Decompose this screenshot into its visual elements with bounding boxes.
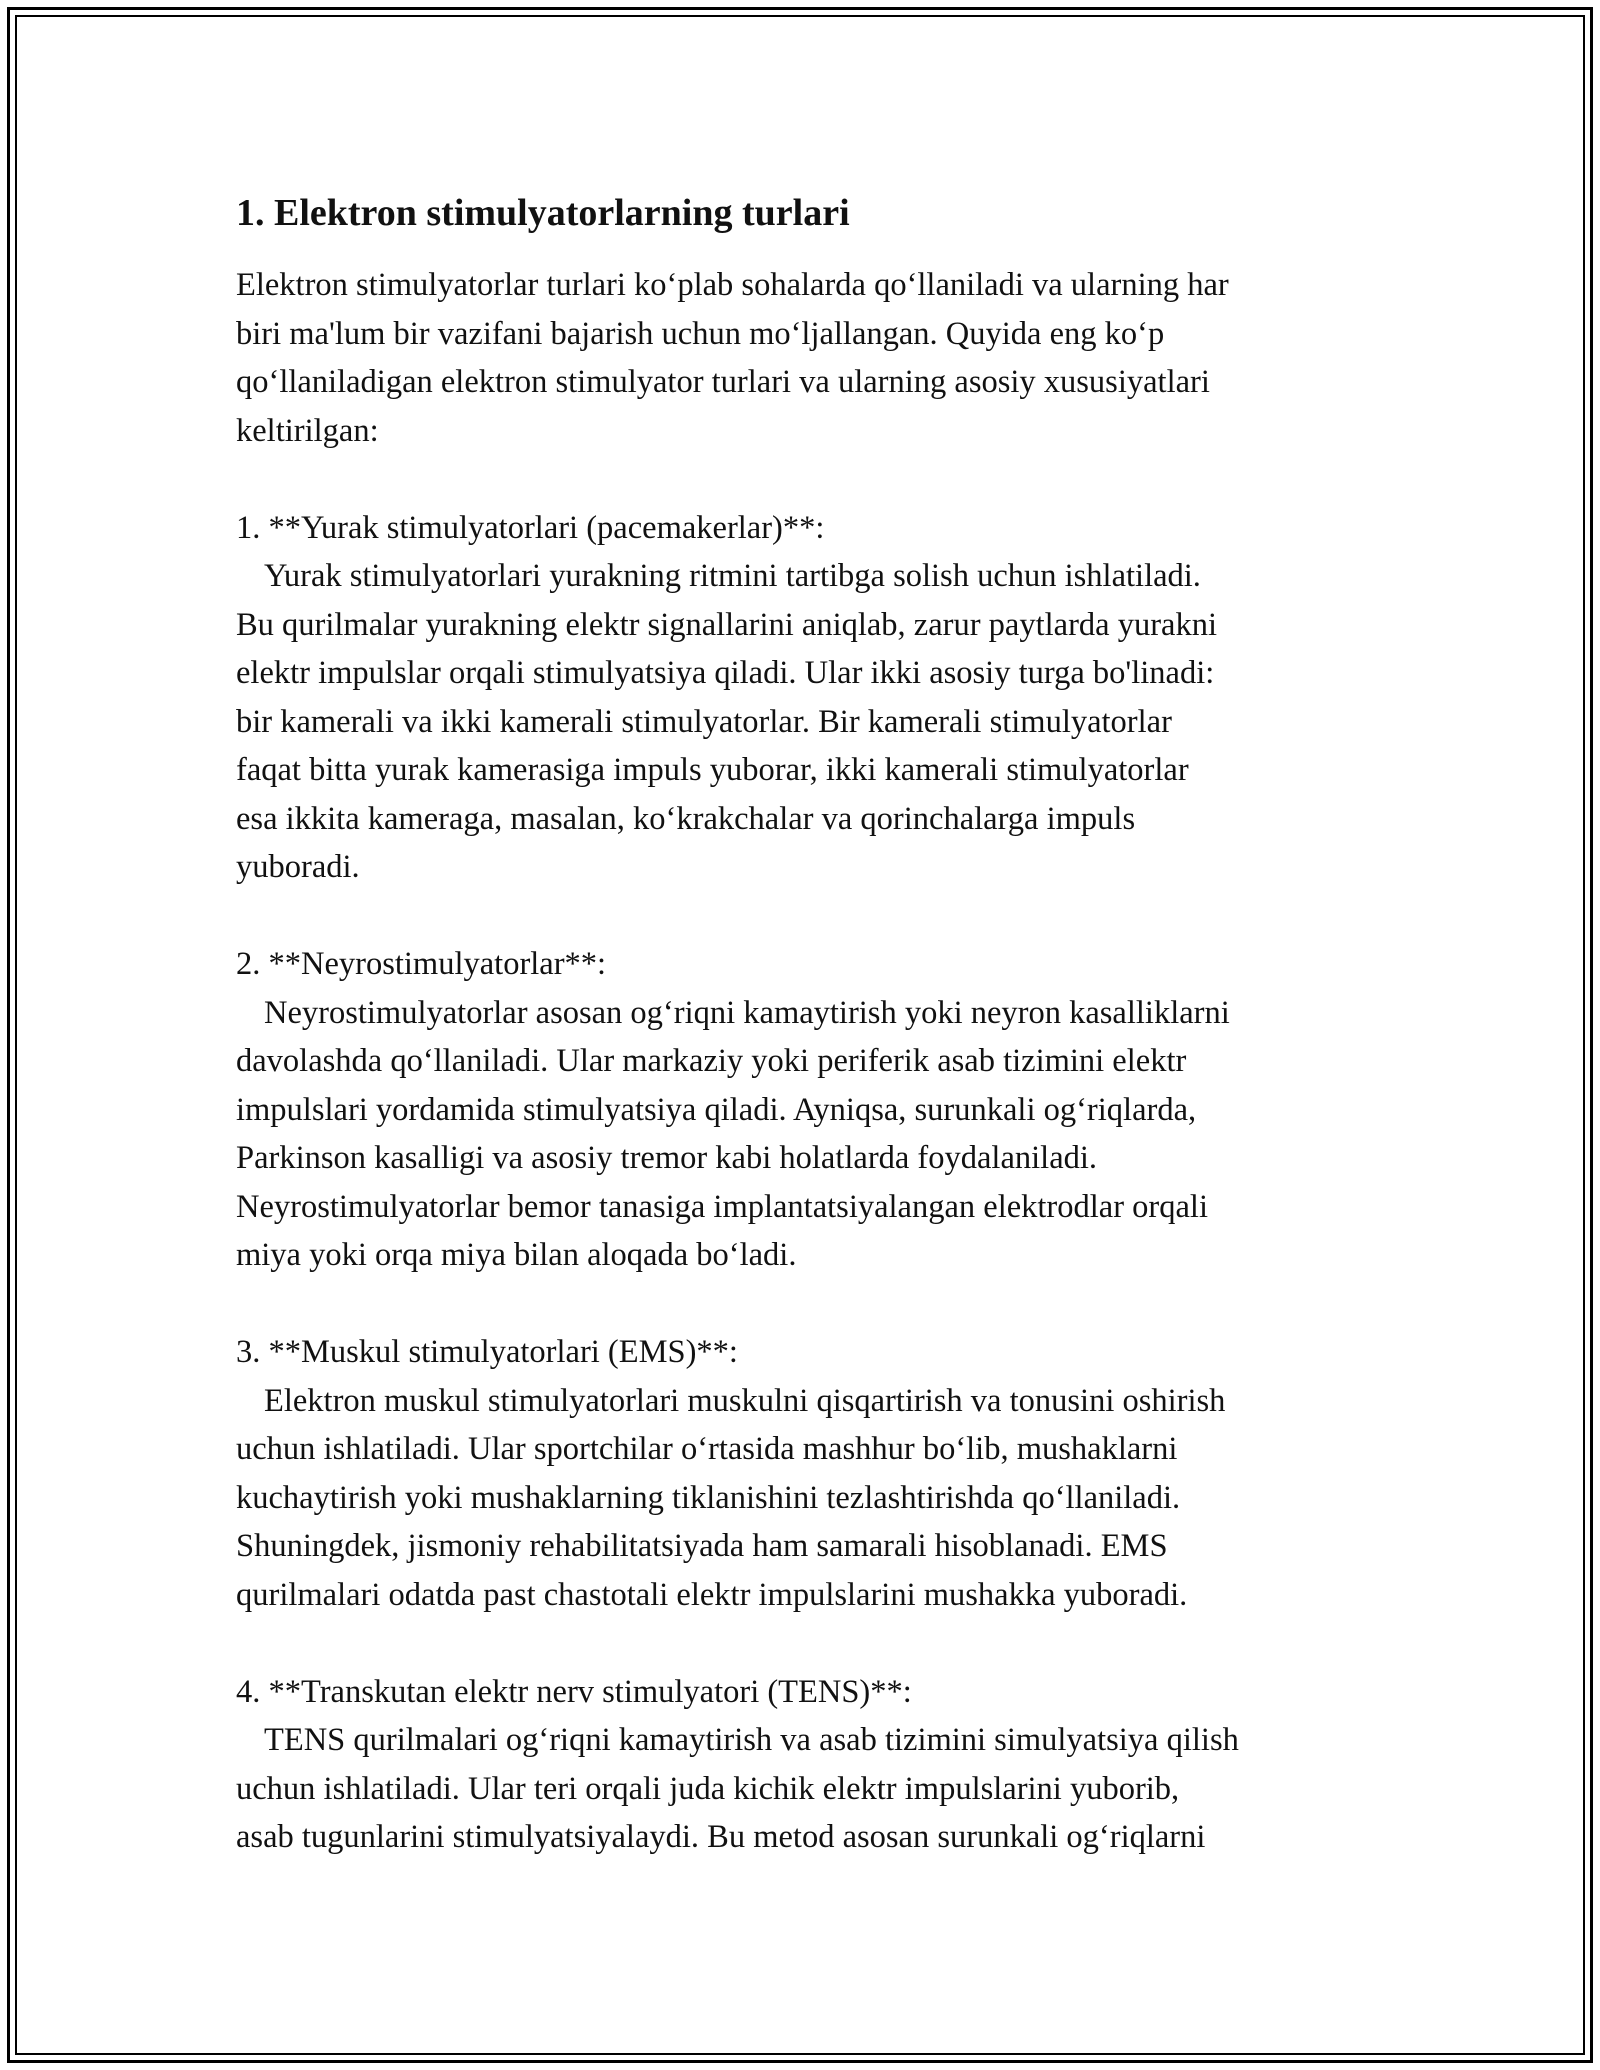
list-item-line: esa ikkita kameraga, masalan, ko‘krakchalar va qorinchalarga impuls [236,800,1136,837]
intro-paragraph [236,261,1376,455]
intro-line: biri ma'lum bir vazifani bajarish uchun mo‘ljallangan. Quyida eng ko‘p [236,315,1165,352]
list-item-line: elektr impulslar orqali stimulyatsiya qiladi. Ular ikki asosiy turga bo'linadi: [236,655,1215,691]
list-item-line: Elektron muskul stimulyatorlari muskulni qisqartirish va tonusini oshirish [264,1382,1226,1419]
list-item-line: yuboradi. [236,849,360,885]
list-item-title: 1. **Yurak stimulyatorlari (pacemakerlar)**: [236,509,825,546]
list-item-line: Bu qurilmalar yurakning elektr signallarini aniqlab, zarur paytlarda yurakni [236,606,1217,643]
section-heading: 1. Elektron stimulyatorlarning turlari [236,192,850,234]
intro-line: Elektron stimulyatorlar turlari ko‘plab sohalarda qo‘llaniladi va ularning har [236,267,1229,303]
list-item-line: miya yoki orqa miya bilan aloqada bo‘ladi. [236,1237,797,1273]
list-item-line: Neyrostimulyatorlar asosan og‘riqni kamaytirish yoki neyron kasalliklarni [264,994,1230,1031]
list-item-line: qurilmalari odatda past chastotali elektr impulslarini mushakka yuboradi. [236,1576,1188,1613]
list-item-tens [236,1668,1376,1862]
list-item-ems [236,1328,1376,1619]
list-item-line: davolashda qo‘llaniladi. Ular markaziy yoki periferik asab tizimini elektr [236,1043,1187,1079]
list-item-title: 3. **Muskul stimulyatorlari (EMS)**: [236,1334,738,1370]
list-item-line: Neyrostimulyatorlar bemor tanasiga implantatsiyalangan elektrodlar orqali [236,1188,1208,1225]
list-item-pacemakers [236,504,1376,892]
list-item-line: bir kamerali va ikki kamerali stimulyatorlar. Bir kamerali stimulyatorlar [236,703,1172,740]
list-item-line: uchun ishlatiladi. Ular teri orqali juda kichik elektr impulslarini yuborib, [236,1770,1180,1807]
list-item-line: Parkinson kasalligi va asosiy tremor kabi holatlarda foydalaniladi. [236,1140,1098,1176]
intro-line: keltirilgan: [236,412,379,449]
list-item-line: uchun ishlatiladi. Ular sportchilar o‘rtasida mashhur bo‘lib, mushaklarni [236,1431,1178,1467]
list-item-line: asab tugunlarini stimulyatsiyalaydi. Bu metod asosan surunkali og‘riqlarni [236,1819,1206,1855]
list-item-neurostimulators [236,940,1376,1280]
list-item-line: kuchaytirish yoki mushaklarning tiklanishini tezlashtirishda qo‘llaniladi. [236,1479,1181,1516]
list-item-line: Yurak stimulyatorlari yurakning ritmini tartibga solish uchun ishlatiladi. [264,558,1201,594]
list-item-line: impulslari yordamida stimulyatsiya qiladi. Ayniqsa, surunkali og‘riqlarda, [236,1091,1197,1128]
document-body [236,185,1376,1862]
list-item-title: 2. **Neyrostimulyatorlar**: [236,946,607,982]
list-item-title: 4. **Transkutan elektr nerv stimulyatori (TENS)**: [236,1673,912,1710]
list-item-line: Shuningdek, jismoniy rehabilitatsiyada ham samarali hisoblanadi. EMS [236,1528,1168,1564]
list-item-line: TENS qurilmalari og‘riqni kamaytirish va asab tizimini simulyatsiya qilish [264,1722,1239,1758]
intro-line: qo‘llaniladigan elektron stimulyator turlari va ularning asosiy xususiyatlari [236,364,1210,400]
list-item-line: faqat bitta yurak kamerasiga impuls yuborar, ikki kamerali stimulyatorlar [236,752,1189,788]
